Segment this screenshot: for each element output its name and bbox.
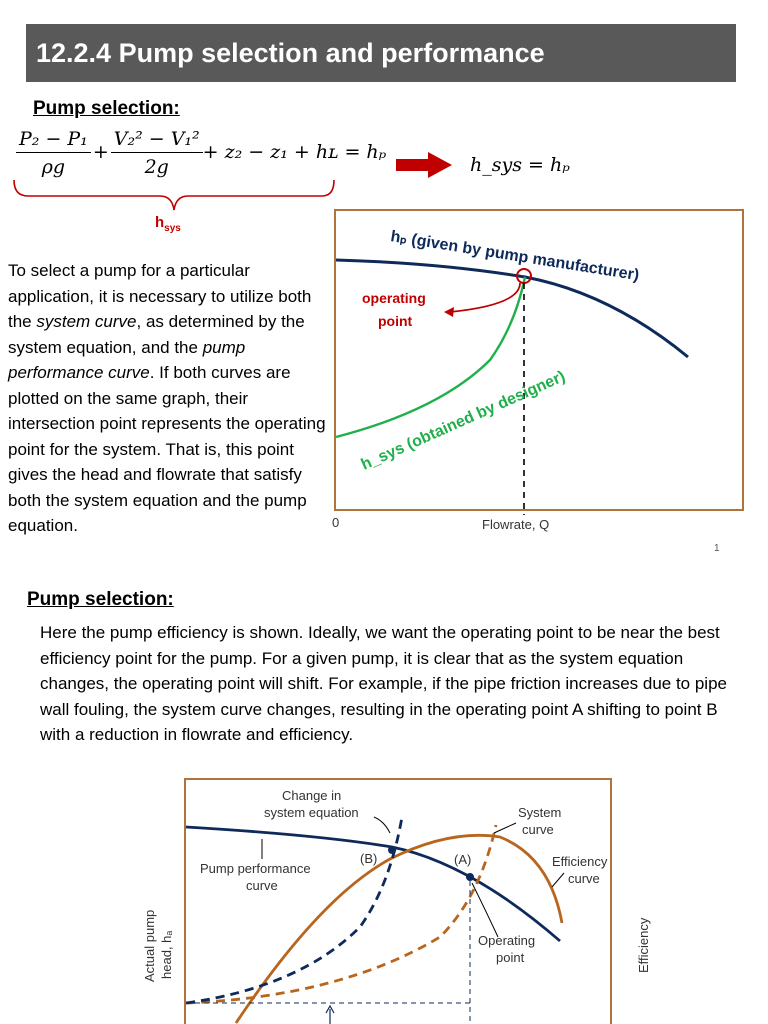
op-point-label-2: point bbox=[496, 950, 525, 965]
efficiency-chart bbox=[140, 777, 660, 1024]
section1-paragraph: To select a pump for a particular application, it is necessary to utilize both the system curve, as determined by the system equation, and the pump performance curve. If both curves are plotted on the same graph, their intersection point represents the operating point for the system. That is, this point gives the head and flowrate that satisfy both the system equation and the pump equation. bbox=[8, 261, 326, 535]
equation-decorations bbox=[0, 0, 768, 240]
result-equation: h_sys = hₚ bbox=[470, 154, 570, 176]
up-arrow-icon bbox=[326, 1006, 334, 1024]
system-label-2: curve bbox=[522, 822, 554, 837]
right-arrow-icon bbox=[396, 152, 452, 178]
pressure-term: $\frac{\text{P₂ − P₁}}{\rho g}$ bbox=[16, 128, 91, 178]
hp-label: hₚ (given by pump manufacturer) bbox=[389, 228, 641, 285]
pump-perf-label-2: curve bbox=[246, 878, 278, 893]
section2-paragraph: Here the pump efficiency is shown. Ideally, we want the operating point to be near the best efficiency point for the pump. For a given pump, it is clear that as the system equation changes, the operating point will shift. For example, if the pipe friction increases due to pipe wall fouling, the system curve changes, resulting in the operating point A shifting to point B with a reduction in flowrate and efficiency. bbox=[40, 623, 727, 744]
pump-performance-curve bbox=[186, 827, 560, 941]
arrowhead-icon bbox=[444, 307, 454, 317]
change-label-1: Change in bbox=[282, 788, 342, 803]
system-leader bbox=[494, 823, 516, 833]
efficiency-leader bbox=[552, 873, 564, 887]
point-b-marker bbox=[388, 846, 396, 854]
operating-point-arrow bbox=[450, 283, 520, 312]
page-number: 1 bbox=[714, 543, 720, 554]
y-right-label: Efficiency bbox=[636, 917, 651, 973]
section2-heading: Pump selection: bbox=[27, 589, 174, 610]
eff-curve-label-1: Efficiency bbox=[552, 854, 608, 869]
operating-label-2: point bbox=[378, 313, 413, 329]
system-curve-a bbox=[186, 825, 496, 1003]
a-label: (A) bbox=[454, 852, 472, 867]
hsys-brace-label: $h_{sys}$ bbox=[155, 214, 181, 234]
y-axis-label-2: head, hₐ bbox=[159, 930, 174, 979]
op-point-label-1: Operating bbox=[478, 933, 536, 948]
slide-title: 12.2.4 Pump selection and performance bbox=[26, 24, 736, 82]
b-label: (B) bbox=[360, 851, 378, 866]
system-label-1: System bbox=[518, 805, 562, 820]
change-label-2: system equation bbox=[264, 805, 359, 820]
x-origin-label: 0 bbox=[332, 515, 340, 530]
y-axis-label-1: Actual pump bbox=[142, 909, 157, 982]
operating-point-chart-svg bbox=[320, 205, 760, 535]
equation-rest: + z₂ − z₁ + hʟ = hₚ bbox=[202, 141, 387, 163]
point-a-marker bbox=[466, 873, 474, 881]
hsys-brace bbox=[14, 180, 334, 210]
pump-perf-label-1: Pump performance bbox=[200, 861, 311, 876]
operating-label-1: operating bbox=[362, 290, 426, 306]
x-axis-label: Flowrate, Q bbox=[482, 517, 550, 532]
hsys-label: h_sys (obtained by designer) bbox=[358, 368, 568, 474]
eff-curve-label-2: curve bbox=[568, 871, 600, 886]
change-leader bbox=[374, 817, 390, 833]
section1-heading: Pump selection: bbox=[33, 98, 180, 119]
energy-equation: $\frac{\text{P₂ − P₁}}{\rho g}$ + $\frac{\text{V₂² − V₁²}}{2g}$ + z₂ − z₁ + hʟ = hₚ bbox=[16, 128, 386, 178]
velocity-term: $\frac{\text{V₂² − V₁²}}{2g}$ bbox=[111, 128, 203, 178]
